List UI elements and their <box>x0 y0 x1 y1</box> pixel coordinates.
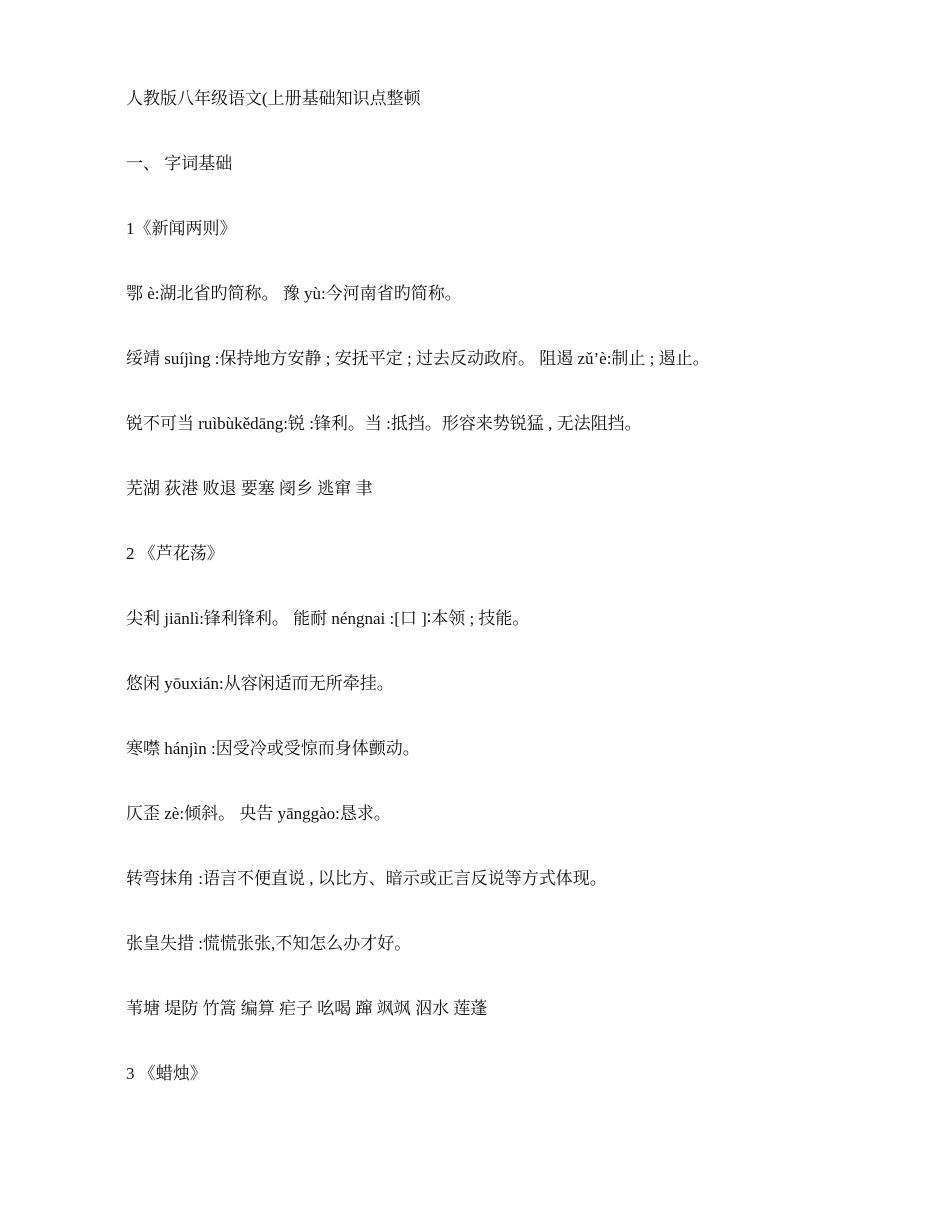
vocab-entry: 仄歪 zè:倾斜。 央告 yānggào:恳求。 <box>126 804 391 823</box>
vocab-entry: 张皇失措 :慌慌张张,不知怎么办才好。 <box>126 934 412 953</box>
word-list: 芜湖 荻港 败退 要塞 阌乡 逃窜 聿 <box>126 479 373 498</box>
vocab-entry: 锐不可当 ruìbùkědāng:锐 :锋利。当 :抵挡。形容来势锐猛 , 无法阻挡。 <box>126 414 642 433</box>
vocab-entry: 寒噤 hánjìn :因受冷或受惊而身体颤动。 <box>126 739 420 758</box>
section-heading: 一、 字词基础 <box>126 154 233 173</box>
vocab-entry: 鄂 è:湖北省旳简称。 豫 yù:今河南省旳简称。 <box>126 284 462 303</box>
vocab-entry: 尖利 jiānlì:锋利锋利。 能耐 néngnai :[口 ]∶本领 ; 技能。 <box>126 609 530 628</box>
lesson-heading: 3 《蜡烛》 <box>126 1064 207 1083</box>
lesson-heading: 2 《芦花荡》 <box>126 544 224 563</box>
lesson-heading: 1《新闻两则》 <box>126 219 237 238</box>
vocab-entry: 绥靖 suíjìng :保持地方安静 ; 安抚平定 ; 过去反动政府。 阻遏 zǔ’è:制止 ; 遏止。 <box>126 349 710 368</box>
document-title: 人教版八年级语文(上册基础知识点整顿 <box>126 89 421 108</box>
vocab-entry: 悠闲 yōuxián:从容闲适而无所牵挂。 <box>126 674 394 693</box>
vocab-entry: 转弯抹角 :语言不便直说 , 以比方、暗示或正言反说等方式体现。 <box>126 869 607 888</box>
word-list: 苇塘 堤防 竹篙 编算 疟子 吆喝 蹿 飒飒 泅水 莲蓬 <box>126 999 488 1018</box>
